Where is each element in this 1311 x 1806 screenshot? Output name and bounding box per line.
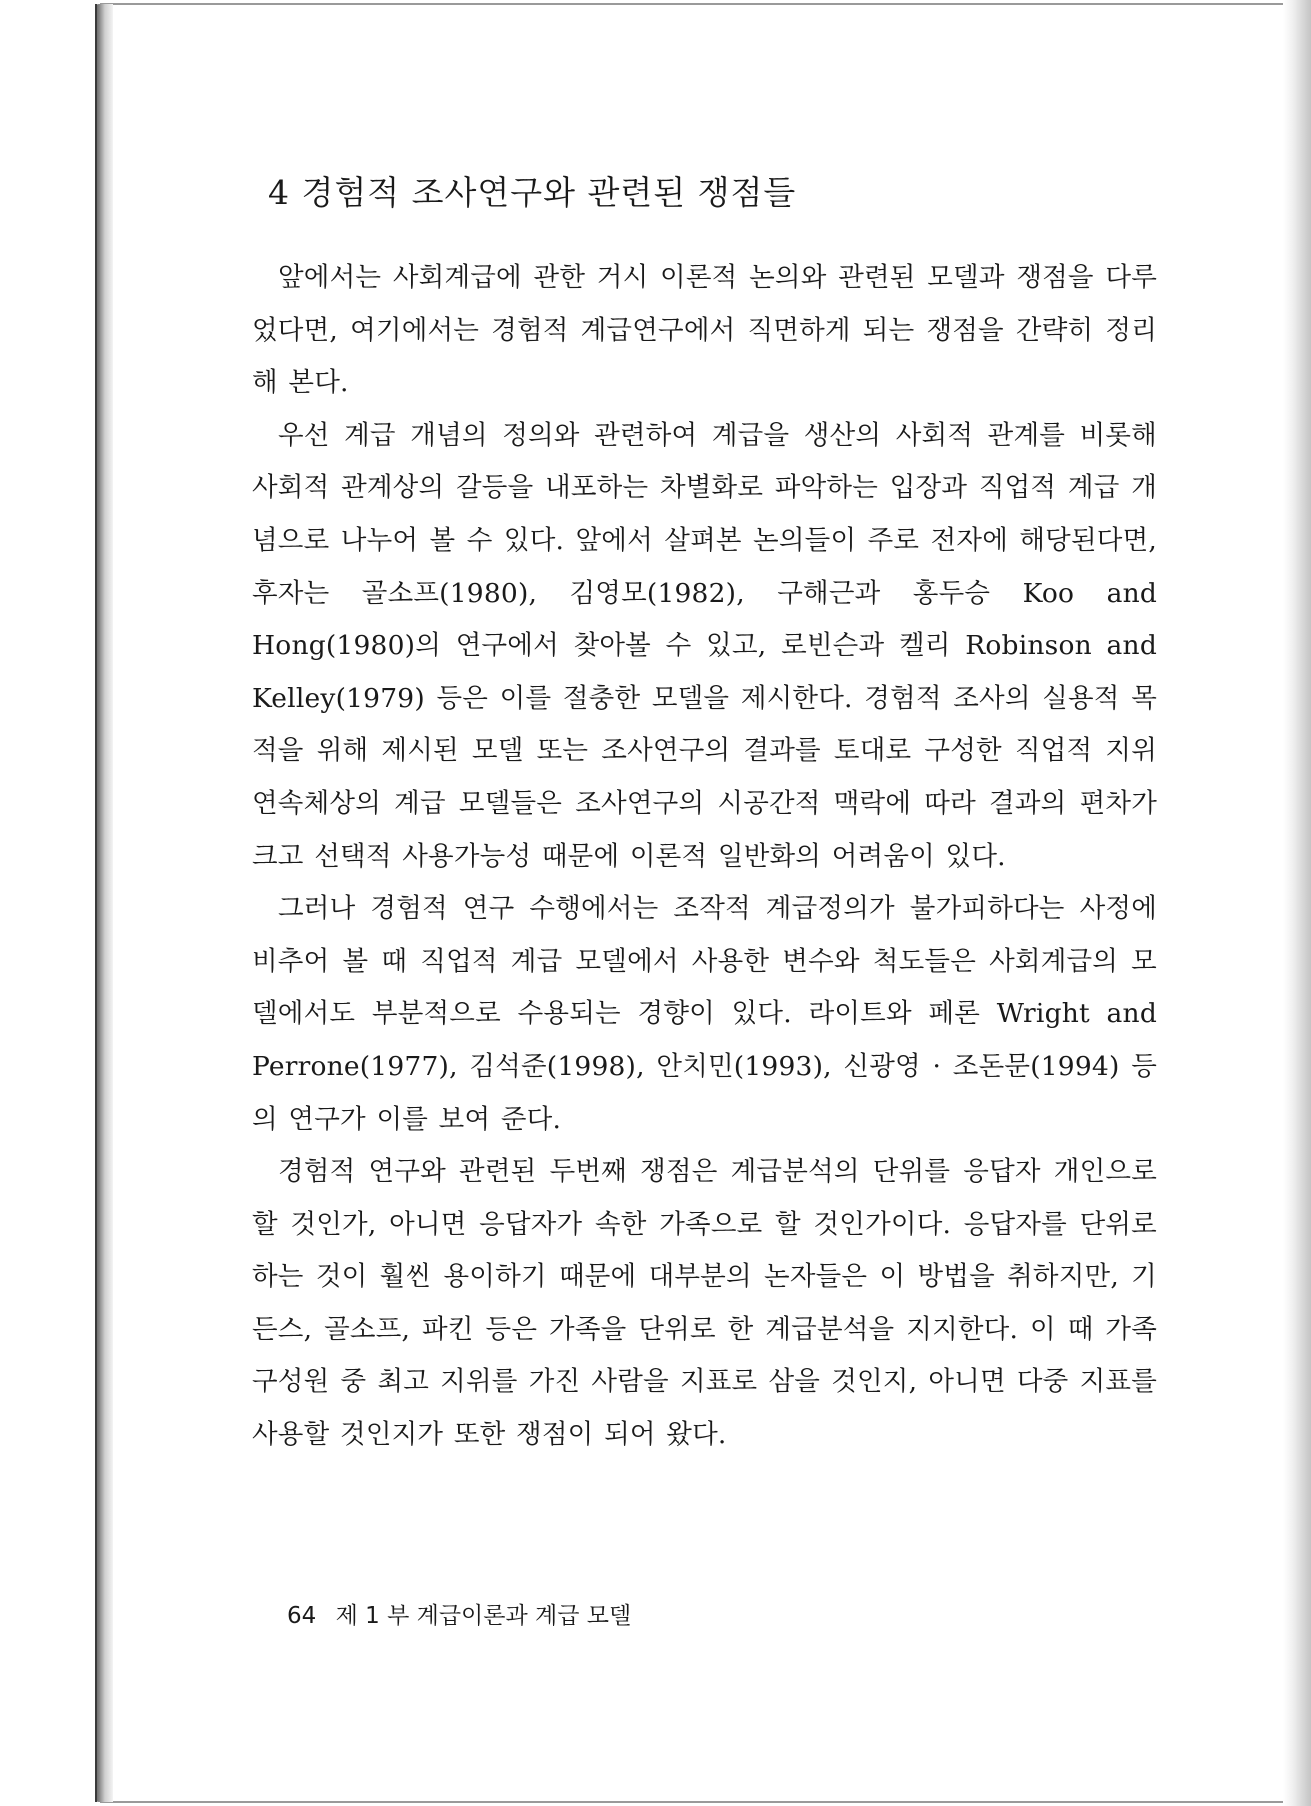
paragraph-2: 우선 계급 개념의 정의와 관련하여 계급을 생산의 사회적 관계를 비롯해 사회적 관계상의 갈등을 내포하는 차별화로 파악하는 입장과 직업적 계급 개념으로 나누어 볼 수 있다. 앞에서 살펴본 논의들이 주로 전자에 해당된다면, 후자는 골소프(1980), 김영모(1982), 구해근과 홍두승 Koo and Hong(1980)의 연구에서 찾아볼 수 있고, 로빈슨과 켈리 Robinson and Kelley(1979) 등은 이를 절충한 모델을 제시한다. 경험적 조사의 실용적 목적을 위해 제시된 모델 또는 조사연구의 결과를 토대로 구성한 직업적 지위연속체상의 계급 모델들은 조사연구의 시공간적 맥락에 따라 결과의 편차가 크고 선택적 사용가능성 때문에 이론적 일반화의 어려움이 있다. — [252, 419, 1157, 872]
page-body — [252, 170, 1157, 1462]
page-right-shadow — [1283, 0, 1311, 1806]
page-bottom-edge — [100, 1801, 1290, 1803]
page-footer — [287, 1600, 631, 1632]
paragraph-1: 앞에서는 사회계급에 관한 거시 이론적 논의와 관련된 모델과 쟁점을 다루었다면, 여기에서는 경험적 계급연구에서 직면하게 되는 쟁점을 간략히 정리해 본다. — [252, 262, 1157, 399]
page-top-edge — [100, 3, 1290, 5]
book-spine-edge — [95, 4, 97, 1802]
section-title: 4 경험적 조사연구와 관련된 쟁점들 — [268, 173, 797, 212]
running-head: 제 1 부 계급이론과 계급 모델 — [335, 1603, 632, 1629]
paragraph-3: 그러나 경험적 연구 수행에서는 조작적 계급정의가 불가피하다는 사정에 비추어 볼 때 직업적 계급 모델에서 사용한 변수와 척도들은 사회계급의 모델에서도 부분적으로 수용되는 경향이 있다. 라이트와 페론 Wright and Perrone(1977), 김석준(1998), 안치민(1993), 신광영 · 조돈문(1994) 등의 연구가 이를 보여 준다. — [252, 893, 1157, 1135]
book-spine — [95, 4, 113, 1802]
page-number: 64 — [287, 1603, 317, 1629]
paragraph-4: 경험적 연구와 관련된 두번째 쟁점은 계급분석의 단위를 응답자 개인으로 할 것인가, 아니면 응답자가 속한 가족으로 할 것인가이다. 응답자를 단위로 하는 것이 훨씬 용이하기 때문에 대부분의 논자들은 이 방법을 취하지만, 기든스, 골소프, 파킨 등은 가족을 단위로 한 계급분석을 지지한다. 이 때 가족구성원 중 최고 지위를 가진 사람을 지표로 삼을 것인지, 아니면 다중 지표를 사용할 것인지가 또한 쟁점이 되어 왔다. — [252, 1156, 1157, 1451]
